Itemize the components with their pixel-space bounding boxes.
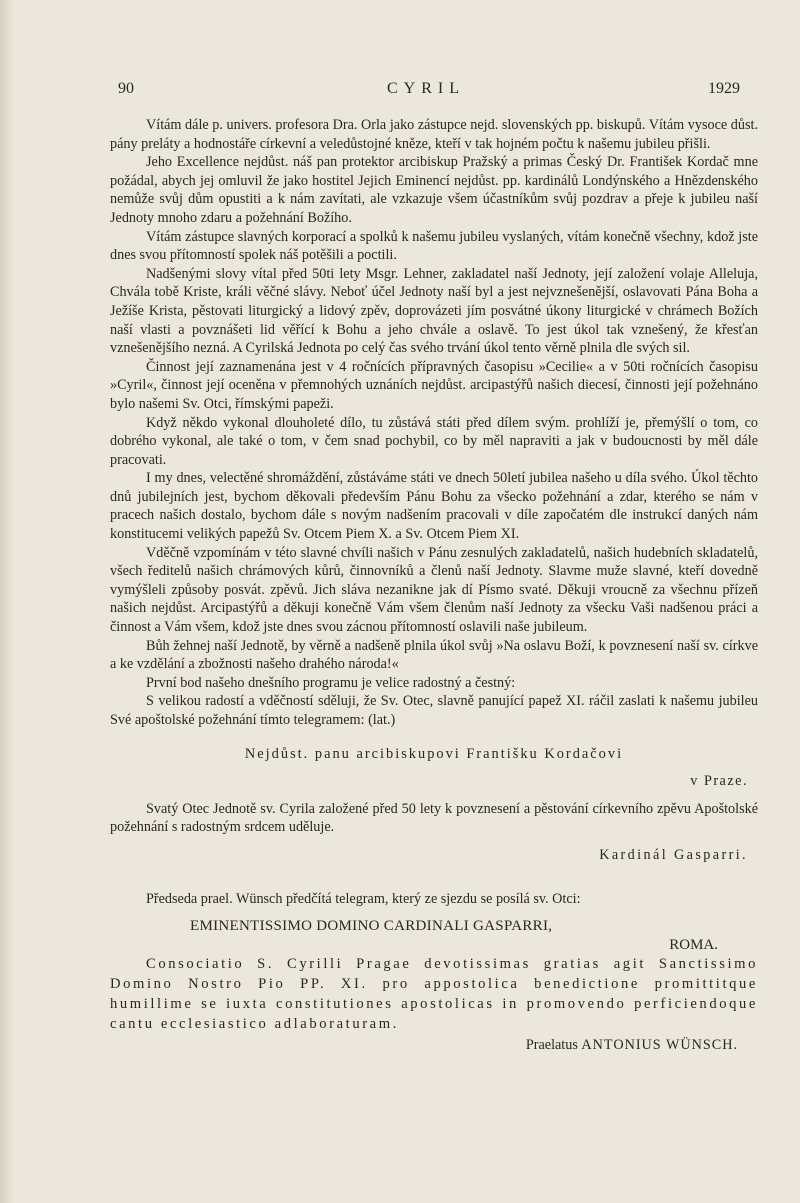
paragraph: Bůh žehnej naší Jednotě, by věrně a nadšeně plnila úkol svůj »Na oslavu Boží, k povznesení naší sv. církve a ke vzdělání a zbožnosti našeho drahého národa!« bbox=[110, 637, 758, 673]
running-title: CYRIL bbox=[387, 80, 465, 97]
page-header bbox=[112, 80, 740, 102]
paragraph: Když někdo vykonal dlouholeté dílo, tu zůstává státi před dílem svým. prohlíží je, přemýšlí o tom, co dobrého vykonal, ale také o tom, v čem snad pochybil, co by měl napraviti a jak v budoucnosti by měl dále pracovati. bbox=[110, 414, 758, 468]
latin-place: ROMA. bbox=[669, 936, 718, 953]
paragraph: Činnost její zaznamenána jest v 4 ročnících přípravných časopisu »Cecilie« a v 50ti ročnících časopisu »Cyril«, činnost její oceněna v přemnohých uznáních nejdůst. arcipastýřů našich diecesí, činnosti její požehnáno bylo našemi Sv. Otci, římskými papeži. bbox=[110, 358, 758, 412]
paragraph: Jeho Excellence nejdůst. náš pan protektor arcibiskup Pražský a primas Český Dr. František Kordač mne požádal, abych jej omluvil že jako hostitel Jejich Eminencí nejdůst. pp. kardinálů Londýnského a Hnězdenského nemůže svůj dům opustiti a k nám zavítati, ale vzkazuje všem účastníkům svůj pozdrav a přeje k jubileu naší Jednoty mnoho zdaru a požehnání Božího. bbox=[110, 154, 758, 226]
reply-intro: Předseda prael. Wünsch předčítá telegram, který ze sjezdu se posílá sv. Otci: bbox=[146, 890, 581, 907]
telegram-text: Svatý Otec Jednotě sv. Cyrila založené před 50 lety k povznesení a pěstování církevního zpěvu Apoštolské požehnání s radostným srdcem uděluje. bbox=[110, 800, 758, 836]
paragraph: Vděčně vzpomínám v této slavné chvíli našich v Pánu zesnulých zakladatelů, našich hudebních skladatelů, všech ředitelů našich chrámových kůrů, činnovníků a členů naší Jednoty. Slavme muže slavné, kteří dovedně vymýšleli způsoby posvát. zpěvů. Jich sláva nezanikne jak dí Písmo svaté. Děkuji vroucně za všechnu přízeň našich nejdůst. Arcipastýřů a děkuji konečně Vám všem členům naší Jednoty za všecku Vaši nadšenou práci a činnost a Vám všem, kdož jste dnes svou zácnou přítomností oslavili naše jubileum. bbox=[110, 544, 758, 636]
latin-telegram-text: Consociatio S. Cyrilli Pragae devotissimas gratias agit Sanctissimo Domino Nostro Pio PP. XI. pro appostolica benedictione promittitque humillime se iuxta constitutiones apostolicas in promovendo perficiendoque cantu ecclesiastico adlaboraturam. bbox=[110, 956, 758, 1033]
signature-name: ANTONIUS WÜNSCH. bbox=[581, 1037, 738, 1054]
paragraph: Vítám zástupce slavných korporací a spolků k našemu jubileu vyslaných, vítám konečně všechny, kdož jste dnes svou přítomností spolek náš potěšili a poctili. bbox=[110, 228, 758, 264]
page-fold-shadow bbox=[0, 0, 14, 1203]
page-number: 90 bbox=[118, 80, 134, 97]
paragraph: První bod našeho dnešního programu je velice radostný a čestný: bbox=[146, 674, 516, 691]
telegram-salutation: Nejdůst. panu arcibiskupovi Františku Kordačovi bbox=[244, 745, 624, 762]
header-year: 1929 bbox=[708, 80, 740, 97]
latin-addressee: EMINENTISSIMO DOMINO CARDINALI GASPARRI, bbox=[190, 918, 553, 935]
body-text bbox=[110, 116, 758, 1055]
telegram-signature: Kardinál Gasparri. bbox=[599, 846, 748, 863]
paragraph: Nadšenými slovy vítal před 50ti lety Msgr. Lehner, zakladatel naší Jednoty, její založení volaje Alleluja, Chvála tobě Kriste, králi věčné slávy. Neboť účel Jednoty naší byl a jest nejvznešenější, oslavovati Pána Boha a Ježíše Krista, pěstovati liturgický a lidový zpěv, doprovázeti jím posvátné úkony liturgické v chrámech Božích naší vlasti a povznášeti lid věřící k Bohu a jeho chvále a oslavě. To jest úkol tak vznešený, že křesťan vznešenějšího nezná. A Cyrilská Jednota po celý čas svého trvání úkol tento věrně plnila dle svých sil. bbox=[110, 265, 758, 357]
latin-signature bbox=[110, 1036, 758, 1055]
signature-prefix: Praelatus bbox=[525, 1037, 578, 1054]
paragraph: I my dnes, velectěné shromáždění, zůstáváme státi ve dnech 50letí jubilea našeho u díla svého. Úkol těchto dnů jubilejních jest, bychom děkovali především Pánu Bohu za všecko požehnání a zdar, kterého se nám v pracech našich dostalo, bychom dále s novým nadšením pracovali v díle započatém dle instrukcí daných nám konstitucemi velikých papežů Sv. Otcem Piem X. a Sv. Otcem Piem XI. bbox=[110, 470, 758, 543]
paragraph: S velikou radostí a vděčností sděluji, že Sv. Otec, slavně panující papež XI. ráčil zaslati k našemu jubileu Své apoštolské požehnání tímto telegramem: (lat.) bbox=[110, 693, 758, 728]
telegram-place: v Praze. bbox=[690, 773, 748, 790]
paragraph: Vítám dále p. univers. profesora Dra. Orla jako zástupce nejd. slovenských pp. biskupů. Vítám vysoce důst. pány preláty a hodnostáře církevní a veledůstojné kněze, kteří v tak hojném počtu k našemu jubileu přišli. bbox=[110, 117, 758, 152]
